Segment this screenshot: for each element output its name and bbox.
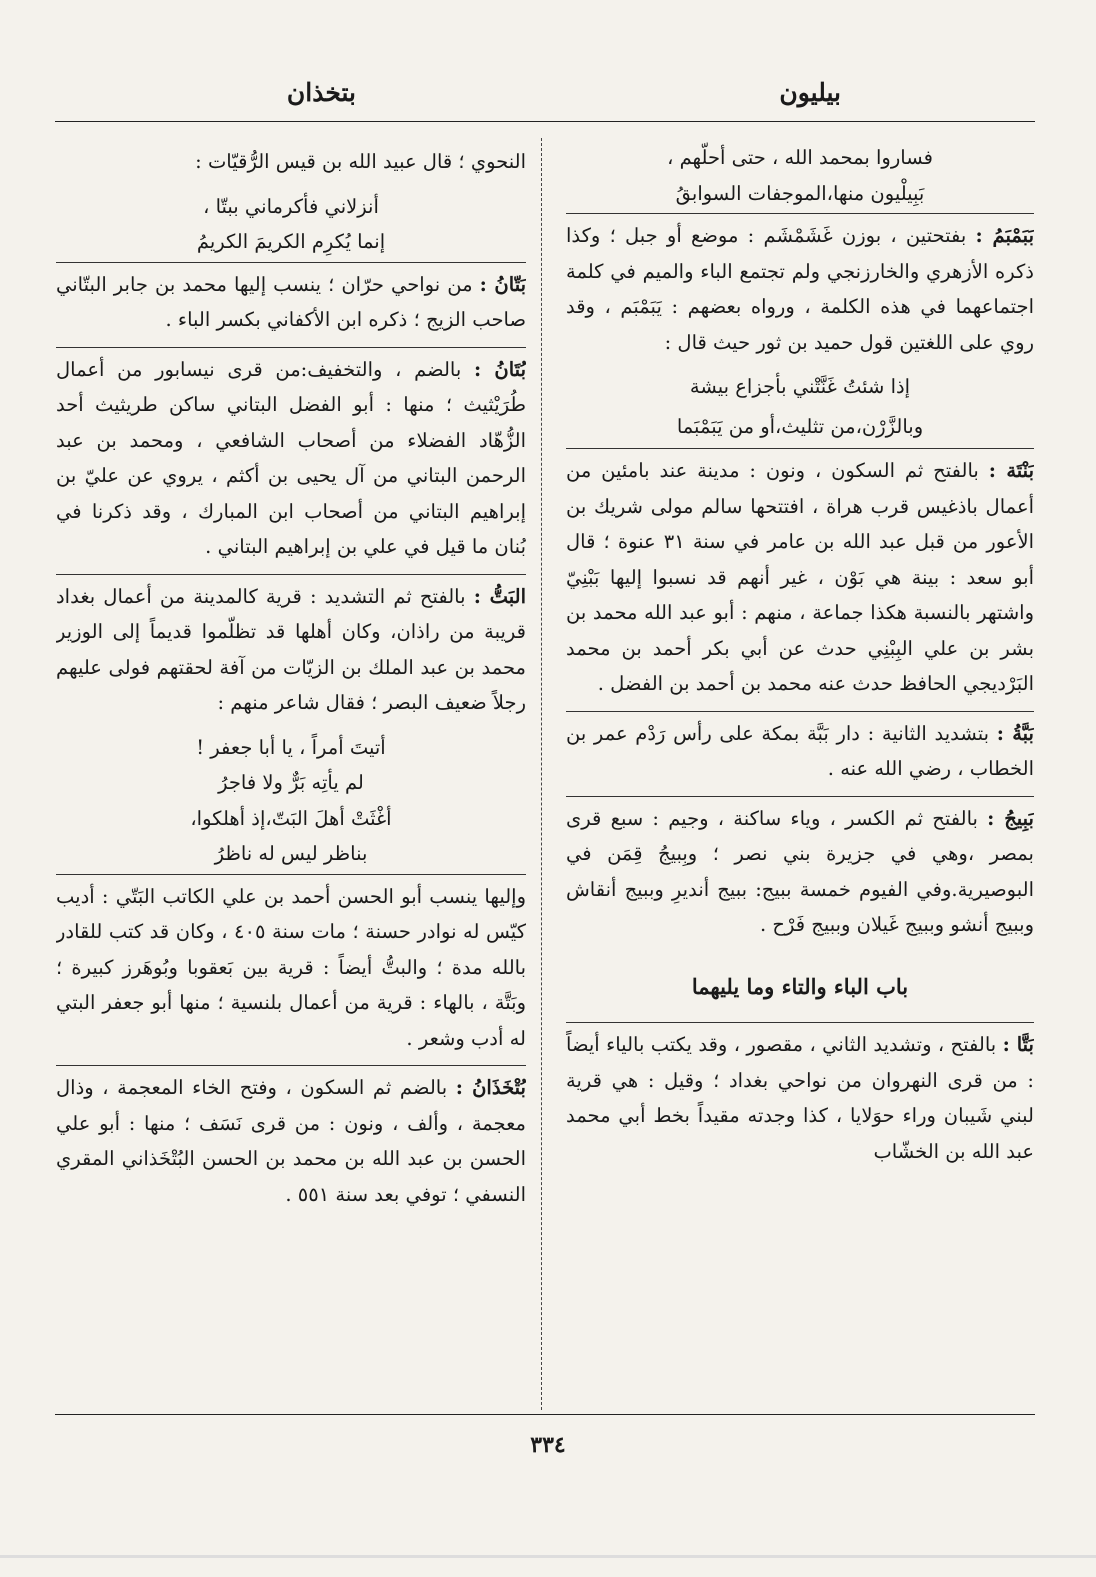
entry-albatt: [56, 575, 526, 721]
header-rule: [55, 121, 1035, 122]
entry-babambam: [566, 214, 1034, 360]
entry-continuation: النحوي ؛ قال عبيد الله بن قيس الرُّقيّات :: [195, 150, 526, 173]
verse-block: [566, 369, 1034, 444]
left-column: [56, 140, 526, 1405]
footer-rule: [55, 1414, 1035, 1415]
entry-text: بالضم ، والتخفيف:من قرى نيسابور من أعمال طُرَيْثيث ؛ منها : أبو الفضل البتاني ساكن طريثيث أحد الزُّهّاد الفضلاء من أصحاب الشافعي ، ومحمد بن عبد الرحمن البتاني من آل يحيى بن أكثم ، يروي عن عليّ بن إبراهيم البتاني من أصحاب ابن المبارك ، وقد ذكرنا في بُنان ما قيل في علي بن إبراهيم البتاني .: [56, 357, 526, 558]
column-divider: [541, 138, 542, 1410]
verse-line: لم يأتِه بَرٌّ ولا فاجرُ: [218, 771, 364, 794]
entry-text: بتشديد الثانية : دار بَبَّة بمكة على رأس رَدْم عمر بن الخطاب ، رضي الله عنه .: [566, 721, 1034, 780]
entry-babij: [566, 797, 1034, 943]
verse-line: أغْثَتْ أهلَ البَتّ،إذ أهلكوا،: [190, 806, 392, 830]
headword: بَبَمْبَمُ :: [975, 224, 1034, 247]
entry-text: بالفتح ثم الكسر ، وياء ساكنة ، وجيم : سبع قرى بمصر ،وهي في جزيرة بني نصر ؛ وبِبيجُ قِمَن في البوصيرية.وفي الفيوم خمسة ببيج: ببيج أنديرِ وببيج أنقاش وببيج أنشو وببيج غَيلان وببيج فَرْح .: [566, 806, 1034, 936]
entry-bantat: [566, 449, 1034, 702]
entry-battan: [56, 263, 526, 338]
verse-line: بَبِيلْيون منها،الموجفات السوابقُ: [675, 181, 925, 205]
verse-line: إذا شئتُ غَنَّتْني بأجزاع بيشة: [689, 375, 911, 398]
verse-block: [56, 189, 526, 260]
entry-text: بفتحتين ، بوزن غَشَمْشَم : موضع أو جبل ؛ وكذا ذكره الأزهري والخارزنجي ولم تجتمع الباء والميم في كلمة اجتماعهما في هذه الكلمة ، ورواه بعضهم : يَبَمْبَم ، وقد روي على اللغتين قول حميد بن ثور حيث قال :: [566, 224, 1034, 354]
entry-text: بالفتح ثم التشديد : قرية كالمدينة من أعمال بغداد قريبة من راذان، وكان أهلها قد تظلّموا قديماً إلى الوزير محمد بن عبد الملك بن الزيّات من آفة لحقتهم فولى عليهم رجلاً ضعيف البصر ؛ فقال شاعر منهم :: [56, 584, 526, 714]
verse-line: فساروا بمحمد الله ، حتى أحلّهم ،: [667, 146, 933, 169]
page-number: ٣٣٤: [530, 1432, 566, 1458]
headword: بَنْتَة :: [988, 459, 1034, 482]
entry-butkhadhan: [56, 1066, 526, 1212]
verse-line: بناظر ليس له ناظرُ: [214, 842, 368, 865]
headword: بَتّانُ :: [479, 272, 526, 296]
verse-line: إنما يُكرِم الكريمَ الكريمُ: [196, 230, 386, 253]
headword: بُتَانُ :: [473, 357, 526, 381]
running-header-right: بيليون: [779, 78, 841, 107]
verse-line: وبالزَّرْن،من تثليث،أو من يَبَمْبَما: [676, 414, 924, 438]
verse-block: [566, 140, 1034, 211]
running-header-left: بتخذان: [286, 78, 356, 107]
entry-text: بالفتح ثم السكون ، ونون : مدينة عند بامئين من أعمال باذغيس قرب هراة ، افتتحها سالم مولى شريك بن الأعور من قبل عبد الله بن عامر في سنة ٣١ عنوة ؛ قال أبو سعد : بينة هي بَوْن ، غير أنهم قد نسبوا إليها بَبْنِيّ واشتهر بالنسبة هكذا جماعة ، منهم : أبو عبد الله محمد بن بشر بن علي البِبْنِي حدث عن أبي بكر أحمد بن محمد البَرْديجي الحافظ حدث عنه محمد بن أحمد بن الفضل .: [566, 459, 1034, 695]
verse-block: [56, 730, 526, 872]
entry-text: بالفتح ، وتشديد الثاني ، مقصور ، وقد يكتب بالياء أيضاً : من قرى النهروان من نواحي بغداد ؛ وقيل : هي قرية لبني شَيبان وراء حوَلايا ، كذا وجدته مقيداً بخط أبي محمد عبد الله بن الخشّاب: [566, 1033, 1034, 1163]
right-column: [566, 140, 1034, 1405]
entry-babba: [566, 712, 1034, 787]
verse-line: أنزلاني فأكرماني ببتّا ،: [203, 194, 379, 218]
headword: بَتَّا :: [1002, 1033, 1034, 1056]
headword: بَبِيجُ :: [987, 806, 1034, 830]
verse-line: أتيتَ أمراً ، يا أبا جعفر !: [196, 735, 386, 759]
headword: بُتْخَذَانُ :: [455, 1076, 526, 1099]
entry-butan: [56, 348, 526, 565]
entry-albatt-continued: وإليها ينسب أبو الحسن أحمد بن علي الكاتب البَتّي : أديب كيّس له نوادر حسنة ؛ مات سنة ٤٠٥ ، وكان قد كتب للقادر بالله مدة ؛ والبتُّ أيضاً : قرية بين بَعقوبا وبُوهَرز كبيرة ؛ وبَتَّة ، بالهاء : قرية من أعمال بلنسية ؛ منها أبو جعفر البتي له أدب وشعر .: [56, 884, 526, 1050]
entry-text: بالضم ثم السكون ، وفتح الخاء المعجمة ، وذال معجمة ، وألف ، ونون : من قرى نَسَف ؛ منها : أبو علي الحسن بن عبد الله بن محمد بن الحسن البُتْخَذاني المقري النسفي ؛ توفي بعد سنة ٥٥١ .: [56, 1076, 526, 1206]
entry-text: من نواحي حرّان ؛ ينسب إليها محمد بن جابر البتّاني صاحب الزيج ؛ ذكره ابن الأكفاني بكسر الباء .: [56, 272, 526, 331]
headword: بَبَّةُ :: [996, 721, 1034, 745]
section-title: باب الباء والتاء وما يليهما: [691, 973, 909, 999]
scan-edge: [0, 1555, 1096, 1558]
headword: البَتُّ :: [473, 584, 526, 608]
entry-batta: [566, 1023, 1034, 1169]
